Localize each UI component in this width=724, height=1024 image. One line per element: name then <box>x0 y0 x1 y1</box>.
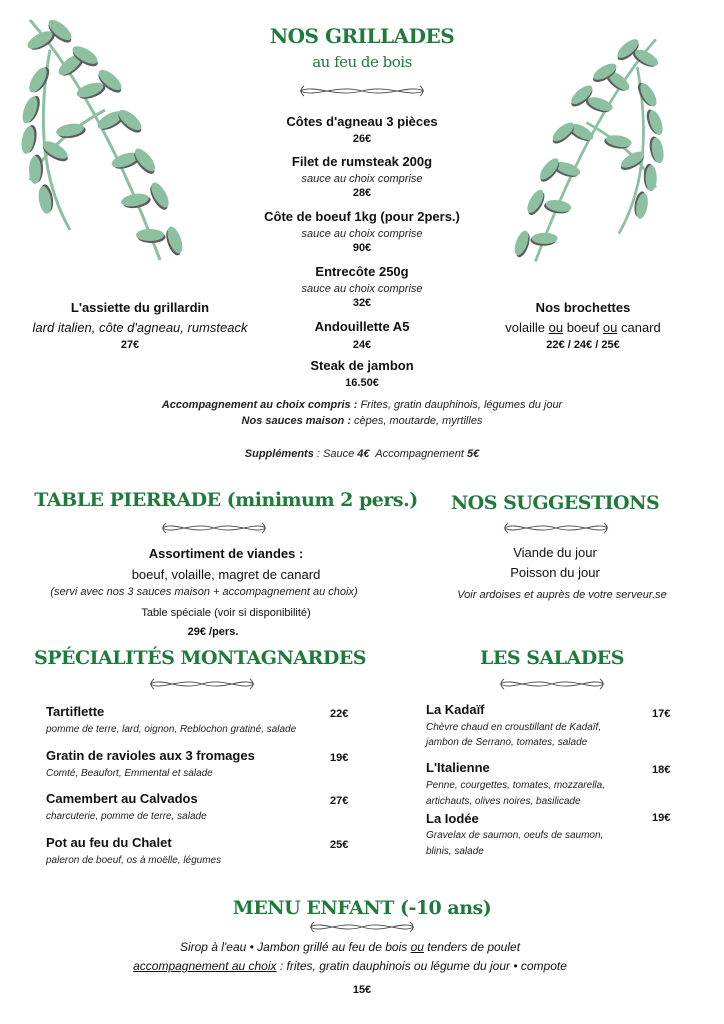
leaf <box>20 93 43 126</box>
sauces-line: Nos sauces maison : cèpes, moutarde, myrtilles <box>241 415 483 427</box>
accompagnement-line: Accompagnement au choix compris : Frites, gratin dauphinois, légumes du jour <box>161 399 563 411</box>
salade-desc: artichauts, olives noires, basilicade <box>426 796 581 807</box>
specialite-name: Gratin de ravioles aux 3 fromages <box>46 748 255 763</box>
ornament-divider <box>146 676 258 692</box>
salade-price: 18€ <box>652 764 671 776</box>
salade-name: L'Italienne <box>426 760 490 775</box>
item-price: 90€ <box>352 242 372 254</box>
item-name: Filet de rumsteak 200g <box>291 154 433 169</box>
specialite-name: Tartiflette <box>46 704 105 719</box>
leaf <box>120 191 151 210</box>
pierrade-served: (servi avec nos 3 sauces maison + accompagnement au choix) <box>50 586 358 598</box>
specialite-desc: charcuterie, pomme de terre, salade <box>46 811 207 822</box>
leaf <box>20 124 39 155</box>
salades-title: LES SALADES <box>480 647 624 669</box>
leaf <box>523 187 548 217</box>
pierrade-special: Table spéciale (voir si disponibilité) <box>141 607 311 619</box>
salade-price: 19€ <box>652 812 671 824</box>
item-note: sauce au choix comprise <box>301 228 423 240</box>
olive-branch-right-decoration <box>466 30 716 280</box>
item-price: 16.50€ <box>345 377 379 389</box>
leaf <box>511 229 533 259</box>
leaf <box>543 198 572 216</box>
item-price: 32€ <box>352 297 372 309</box>
salade-desc: Penne, courgettes, tomates, mozzarella, <box>426 780 605 791</box>
item-price: 24€ <box>352 339 372 351</box>
leaf <box>146 180 173 213</box>
salade-desc: blinis, salade <box>426 846 484 857</box>
enfant-line-2: accompagnement au choix : frites, gratin dauphinois ou légume du jour • compote <box>133 959 567 973</box>
salade-name: La Iodée <box>426 811 479 826</box>
leaf <box>635 80 660 110</box>
suggestion-item: Viande du jour <box>513 545 597 560</box>
specialite-desc: Comté, Beaufort, Emmental et salade <box>46 768 213 779</box>
specialite-price: 25€ <box>330 839 349 851</box>
specialite-price: 22€ <box>330 708 349 720</box>
suggestions-title: NOS SUGGESTIONS <box>450 492 660 514</box>
enfant-line-1: Sirop à l'eau • Jambon grillé au feu de bois ou tenders de poulet <box>179 940 521 954</box>
leaf <box>163 225 186 258</box>
salade-desc: jambon de Serrano, tomates, salade <box>426 737 588 748</box>
suggestions-note: Voir ardoises et auprès de votre serveur.se <box>457 589 667 601</box>
leaf <box>26 64 53 97</box>
grillades-title: NOS GRILLADES <box>269 24 455 48</box>
enfant-price: 15€ <box>352 984 372 996</box>
specialite-desc: paleron de boeuf, os à moëlle, légumes <box>46 855 222 866</box>
leaf <box>648 135 666 164</box>
ornament-divider <box>496 676 608 692</box>
item-price: 28€ <box>352 187 372 199</box>
pierrade-meats: boeuf, volaille, magret de canard <box>131 567 321 582</box>
brochettes-desc: volaille ou boeuf ou canard <box>505 320 661 335</box>
assiette-price: 27€ <box>120 339 140 351</box>
montagnardes-title: SPÉCIALITÉS MONTAGNARDES <box>33 647 367 669</box>
salade-desc: Gravelax de saumon, oeufs de saumon, <box>426 830 604 841</box>
item-name: Entrecôte 250g <box>315 264 409 279</box>
specialite-desc: pomme de terre, lard, oignon, Reblochon gratiné, salade <box>46 724 297 735</box>
supplements-line: Suppléments : Sauce 4€ Accompagnement 5€ <box>244 448 480 460</box>
item-name: Côtes d'agneau 3 pièces <box>286 114 438 129</box>
ornament-divider <box>500 520 612 536</box>
ornament-divider <box>306 919 418 935</box>
leaf <box>644 164 657 191</box>
salade-desc: Chèvre chaud en croustillant de Kadaïf, <box>426 722 602 733</box>
suggestion-item: Poisson du jour <box>510 565 600 580</box>
item-price: 26€ <box>352 133 372 145</box>
ornament-divider <box>296 82 428 100</box>
specialite-price: 19€ <box>330 752 349 764</box>
leaf <box>644 107 666 137</box>
item-name: Andouillette A5 <box>314 319 410 334</box>
specialite-name: Camembert au Calvados <box>46 791 198 806</box>
brochettes-name: Nos brochettes <box>535 300 631 315</box>
enfant-title: MENU ENFANT (-10 ans) <box>232 897 492 919</box>
pierrade-price: 29€ /pers. <box>187 626 239 638</box>
brochettes-price: 22€ / 24€ / 25€ <box>546 339 620 351</box>
olive-branch-left-decoration <box>10 10 190 280</box>
grillades-subtitle: au feu de bois <box>312 53 412 71</box>
specialite-name: Pot au feu du Chalet <box>46 835 172 850</box>
leaf <box>29 155 43 185</box>
assiette-name: L'assiette du grillardin <box>70 300 210 315</box>
assiette-desc: lard italien, côte d'agneau, rumsteack <box>32 320 248 335</box>
specialite-price: 27€ <box>330 795 349 807</box>
leaf <box>530 233 557 246</box>
salade-name: La Kadaïf <box>426 702 485 717</box>
pierrade-heading: Assortiment de viandes : <box>148 546 304 561</box>
item-note: sauce au choix comprise <box>301 173 423 185</box>
leaf <box>136 229 166 243</box>
item-name: Côte de boeuf 1kg (pour 2pers.) <box>264 209 460 224</box>
item-note: sauce au choix comprise <box>301 283 423 295</box>
item-name: Steak de jambon <box>310 358 414 373</box>
ornament-divider <box>158 520 270 536</box>
salade-price: 17€ <box>652 708 671 720</box>
pierrade-title: TABLE PIERRADE (minimum 2 pers.) <box>34 489 418 511</box>
